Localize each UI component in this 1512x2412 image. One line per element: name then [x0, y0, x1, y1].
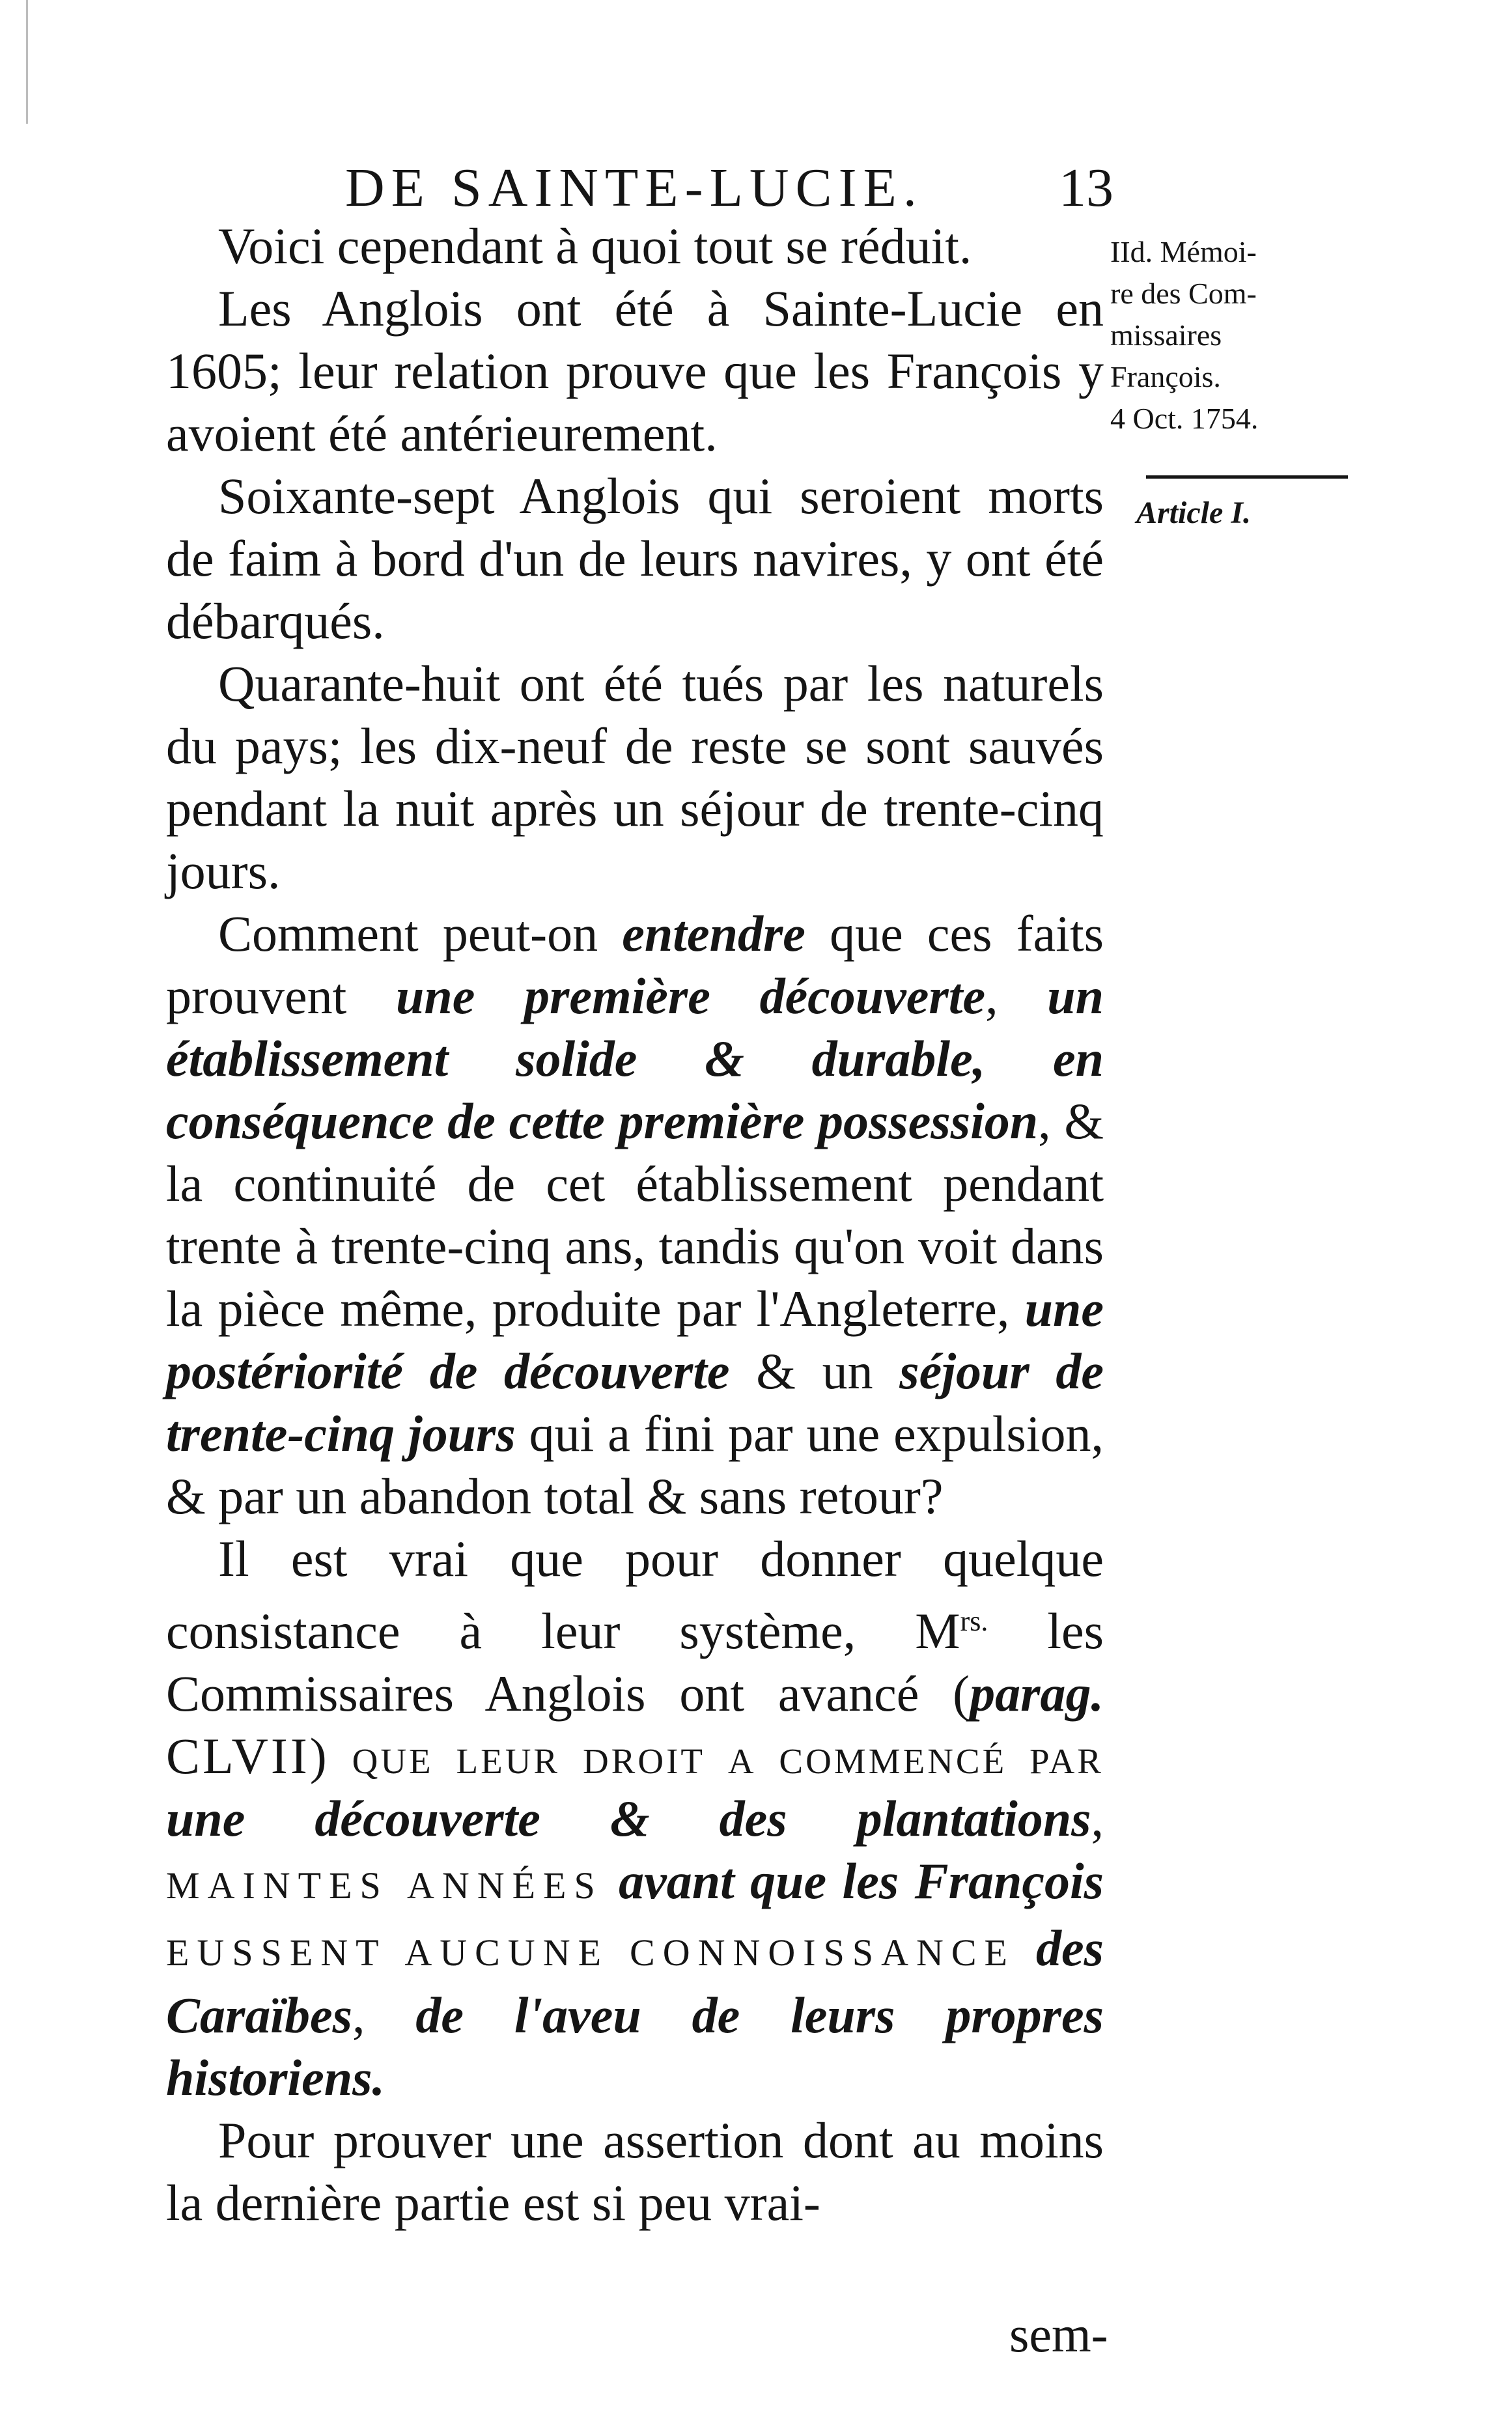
paragraph-2: Les Anglois ont été à Sainte-Lucie en 1605; leur relation prouve que les François y avoient été antérieurement. [166, 280, 1104, 462]
text-run: & un [729, 1343, 900, 1399]
paragraph-6 [166, 1528, 1104, 2109]
paragraph-1: Voici cependant à quoi tout se réduit. [218, 217, 972, 274]
margin-note [1110, 231, 1384, 440]
margin-note-line: missaires [1110, 318, 1222, 352]
body-text [166, 215, 1104, 2234]
caps-run: MAINTES ANNÉES [166, 1864, 603, 1907]
italic-run: une première découverte [395, 968, 986, 1024]
margin-article-label: Article I. [1136, 496, 1251, 530]
italic-run: de l'aveu de leurs propres historiens. [166, 1987, 1104, 2106]
text-run: qui a fini par une expulsion, & par un abandon total & sans retour? [166, 1405, 1104, 1524]
text-run: , [352, 1987, 416, 2043]
superscript-run: rs. [960, 1605, 988, 1637]
smallcaps-run: CLVII) que leur droit a commencé par [166, 1728, 1104, 1784]
italic-run: parag. [970, 1665, 1104, 1722]
text-run: que ces faits prouvent [166, 905, 1104, 1024]
text-run: Il est vrai que pour donner quelque consistance à leur système, M [166, 1530, 1104, 1659]
margin-note-line: 4 Oct. 1754. [1110, 402, 1259, 435]
text-run: Comment peut-on [218, 905, 623, 962]
catchword: sem- [1009, 2306, 1108, 2363]
italic-run: séjour de trente-cinq jours [166, 1343, 1104, 1462]
page-number: 13 [1059, 158, 1113, 218]
text-run: les Commissaires Anglois ont avancé ( [166, 1603, 1104, 1722]
paragraph-7: Pour prouver une assertion dont au moins la dernière partie est si peu vrai- [166, 2112, 1104, 2231]
paragraph-4: Quarante-huit ont été tués par les naturels du pays; les dix-neuf de reste se sont sauvés pendant la nuit après un séjour de trente-cinq jours. [166, 655, 1104, 899]
paragraph-3: Soixante-sept Anglois qui seroient morts de faim à bord d'un de leurs navires, y ont été débarqués. [166, 468, 1104, 649]
margin-note-line: IId. Mémoi- [1110, 235, 1257, 268]
italic-run: une découverte & des plantations [166, 1790, 1091, 1847]
text-run: , [985, 968, 1048, 1024]
text-run: , [1091, 1790, 1104, 1847]
caps-run: EUSSENT AUCUNE CONNOISSANCE [166, 1931, 1037, 1974]
paragraph-5 [166, 903, 1104, 1528]
page-edge-line [26, 0, 28, 124]
italic-run: avant que les François [602, 1853, 1104, 1909]
italic-run: une postériorité de découverte [166, 1280, 1104, 1399]
italic-run: entendre [622, 905, 805, 962]
italic-run: des Caraïbes [166, 1920, 1104, 2043]
margin-rule [1146, 475, 1348, 479]
text-run: , & la continuité de cet établissement pendant trente à trente-cinq ans, tandis qu'on voit dans la pièce même, produite par l'Angleterre, [166, 1093, 1104, 1337]
running-head: DE SAINTE-LUCIE. [345, 158, 923, 218]
margin-note-line: re des Com- [1110, 277, 1257, 310]
italic-run: un établissement solide & durable, en conséquence de cette première possession [166, 968, 1104, 1149]
margin-note-line: François. [1110, 360, 1221, 393]
